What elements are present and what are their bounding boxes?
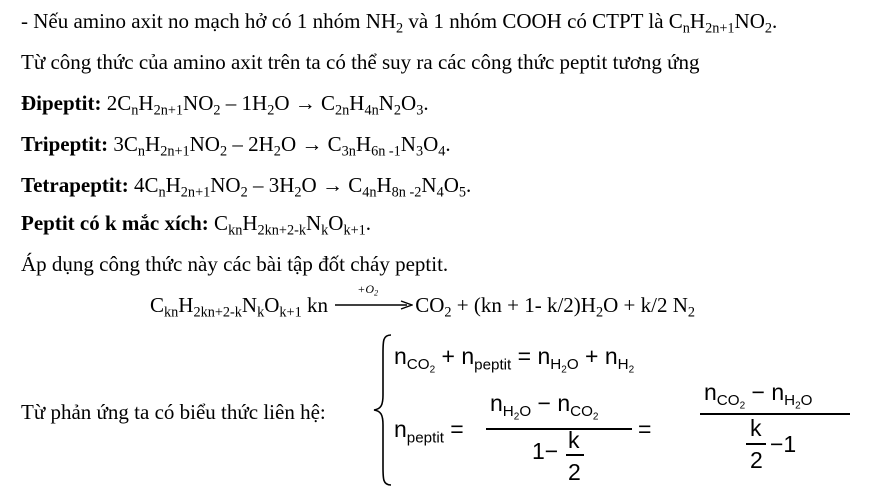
- k-peptide-label: Peptit có k mắc xích:: [21, 211, 209, 235]
- equals-sign: =: [638, 416, 652, 442]
- tripeptide-label: Tripeptit:: [21, 132, 109, 156]
- small-fraction-bar-2: [746, 443, 766, 445]
- fraction-2-bar: [700, 413, 850, 415]
- equation-system: [372, 333, 892, 487]
- tetrapeptide-label: Tetrapeptit:: [21, 173, 129, 197]
- fraction-1-numerator: $n_{H_2O} - n_{CO_2}$: [490, 390, 599, 423]
- dipeptide-line: Đipeptit: $2C_nH_{2n+1}NO_2 - 1H_2O \to C_{2n}H_{4n}N_2O_3$.: [21, 91, 429, 119]
- intro-line: - Nếu amino axit no mạch hở có 1 nhóm $NH_2$ và 1 nhóm COOH có CTPT là $C_nH_{2n+1}NO_2$.: [21, 9, 778, 37]
- small-fraction-2: 2: [568, 459, 581, 485]
- equation-1: $n_{CO_2} + n_{peptit} = n_{H_2O} + n_{H_2}$: [394, 343, 635, 376]
- relation-label: Từ phản ứng ta có biểu thức liên hệ:: [21, 400, 326, 424]
- reaction-arrow: $+O_2$: [335, 296, 413, 310]
- dipeptide-label: Đipeptit:: [21, 91, 102, 115]
- fraction-2-numerator: $n_{CO_2} - n_{H_2O}$: [704, 379, 813, 412]
- equation-2-lhs: $n_{peptit}$ =: [394, 416, 464, 447]
- tripeptide-line: Tripeptit: $3C_nH_{2n+1}NO_2 - 2H_2O \to C_{3n}H_{6n -1}N_3O_4$.: [21, 132, 451, 160]
- small-fraction-2-2: 2: [750, 447, 763, 473]
- k-peptide-line: Peptit có k mắc xích: $C_{kn}H_{2kn+2-k}N_kO_{k+1}$.: [21, 211, 372, 239]
- derive-line: Từ công thức của amino axit trên ta có thể suy ra các công thức peptit tương ứng: [21, 50, 700, 74]
- apply-line: Áp dụng công thức này các bài tập đốt cháy peptit.: [21, 252, 449, 276]
- tetrapeptide-line: Tetrapeptit: $4C_nH_{2n+1}NO_2 - 3H_2O \to C_{4n}H_{8n -2}N_4O_5$.: [21, 173, 472, 201]
- small-fraction-k: k: [568, 427, 580, 453]
- small-fraction-bar-1: [566, 454, 584, 456]
- curly-brace-icon: [372, 333, 394, 487]
- combustion-equation: $C_{kn}H_{2kn+2-k}N_kO_{k+1}$ kn $+O_2$ $CO_2 + (kn + 1-$ $k/2)H_2O + k/2$ $N_2$: [150, 282, 696, 321]
- small-fraction-k-2: k: [750, 415, 762, 441]
- minus-one: −1: [770, 431, 797, 457]
- fraction-1-bar: [486, 428, 632, 430]
- fraction-1-denominator: 1−: [532, 438, 559, 464]
